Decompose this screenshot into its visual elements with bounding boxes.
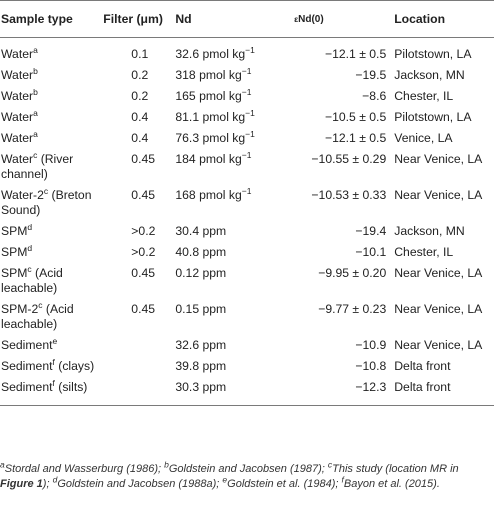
footnote-f: Bayon et al. (2015). — [343, 478, 440, 490]
cell-filter: 0.45 — [131, 266, 156, 280]
sample-type-tail: (clays) — [54, 359, 95, 373]
cell-filter: >0.2 — [131, 245, 156, 259]
sample-type-line2: leachable) — [1, 281, 58, 295]
sample-type-line2: Sound) — [1, 203, 41, 217]
cell-epsilon: −12.1 ± 0.5 — [324, 131, 387, 145]
footnote — [0, 459, 492, 492]
cell-location: Venice, LA — [394, 131, 453, 145]
footnote-c-end: ); — [42, 478, 53, 490]
cell-nd — [175, 221, 262, 242]
cell-sample-type — [0, 299, 103, 335]
cell-nd — [175, 107, 262, 128]
epsilon-label: Nd(0) — [298, 14, 324, 25]
cell-epsilon: −19.4 — [355, 224, 387, 238]
footnote-marker-b: b — [164, 459, 169, 470]
figure-link[interactable]: Figure 1 — [0, 478, 43, 490]
sample-type-text: Water — [1, 131, 34, 145]
cell-sample-type — [0, 377, 103, 406]
cell-sample-type — [0, 38, 103, 66]
cell-location: Near Venice, LA — [394, 152, 483, 166]
cell-sample-type — [0, 107, 103, 128]
table-row — [0, 356, 494, 377]
cell-epsilon: −8.6 — [362, 89, 387, 103]
table-row — [0, 38, 494, 66]
table-row — [0, 221, 494, 242]
cell-nd — [175, 86, 262, 107]
cell-filter: 0.2 — [131, 68, 149, 82]
cell-location: Jackson, MN — [394, 224, 465, 238]
sample-type-sup: b — [33, 65, 38, 76]
sample-type-text: SPM — [1, 245, 28, 259]
table-body — [0, 38, 494, 406]
header-nd: Nd — [175, 1, 262, 38]
header-location: Location — [394, 1, 494, 38]
cell-sample-type — [0, 221, 103, 242]
table-row — [0, 335, 494, 356]
cell-filter: >0.2 — [131, 224, 156, 238]
cell-location: Near Venice, LA — [394, 266, 483, 280]
cell-sample-type — [0, 185, 103, 221]
header-row — [0, 1, 494, 38]
nd-value: 30.3 ppm — [175, 380, 227, 394]
cell-location: Delta front — [394, 359, 451, 373]
nd-unit-sup: −1 — [241, 185, 252, 196]
nd-unit-sup: −1 — [245, 44, 255, 55]
sample-type-text: SPM — [1, 266, 28, 280]
cell-sample-type — [0, 149, 103, 185]
cell-epsilon: −10.55 ± 0.29 — [311, 152, 387, 166]
cell-sample-type — [0, 335, 103, 356]
cell-epsilon: −9.95 ± 0.20 — [318, 266, 387, 280]
sample-type-sup: f — [52, 356, 55, 367]
table-row — [0, 377, 494, 406]
footnote-e: Goldstein et al. (1984); — [227, 478, 342, 490]
table-row — [0, 149, 494, 185]
cell-epsilon: −9.77 ± 0.23 — [318, 302, 387, 316]
cell-filter: 0.45 — [131, 152, 156, 166]
table-row — [0, 299, 494, 335]
cell-epsilon: −12.1 ± 0.5 — [324, 47, 387, 61]
cell-location: Near Venice, LA — [394, 188, 483, 202]
cell-epsilon: −10.5 ± 0.5 — [324, 110, 387, 124]
table-row — [0, 185, 494, 221]
sample-type-sup: c — [43, 185, 49, 196]
sample-type-sup: c — [38, 299, 43, 310]
sample-type-line2: leachable) — [1, 317, 58, 331]
nd-unit-sup: −1 — [241, 149, 252, 160]
sample-type-sup: e — [52, 335, 58, 346]
table-row — [0, 65, 494, 86]
sample-type-sup: c — [27, 263, 32, 274]
nd-unit-sup: −1 — [245, 128, 255, 139]
sample-type-text: SPM-2 — [1, 302, 39, 316]
sample-type-text: Sediment — [1, 338, 53, 352]
footnote-a: Stordal and Wasserburg (1986); — [4, 463, 165, 475]
cell-nd — [175, 149, 262, 185]
cell-nd — [175, 38, 262, 66]
cell-sample-type — [0, 128, 103, 149]
footnote-marker-c: c — [327, 459, 333, 470]
cell-nd — [175, 185, 262, 221]
cell-location: Near Venice, LA — [394, 338, 483, 352]
cell-nd — [175, 335, 262, 356]
nd-value: 0.12 ppm — [175, 266, 227, 280]
cell-filter: 0.4 — [131, 110, 149, 124]
nd-unit-sup: −1 — [241, 65, 252, 76]
nd-value: 318 pmol kg — [175, 68, 242, 82]
nd-value: 30.4 ppm — [175, 224, 227, 238]
nd-value: 81.1 pmol kg — [175, 110, 246, 124]
cell-location: Pilotstown, LA — [394, 110, 472, 124]
header-sample-type: Sample type — [0, 1, 103, 38]
nd-value: 40.8 ppm — [175, 245, 227, 259]
cell-location: Delta front — [394, 377, 494, 406]
nd-unit-sup: −1 — [241, 86, 252, 97]
cell-location: Jackson, MN — [394, 68, 465, 82]
table-row — [0, 242, 494, 263]
table-row — [0, 263, 494, 299]
cell-location: Near Venice, LA — [394, 302, 483, 316]
sample-type-sup: a — [33, 128, 38, 139]
footnote-b: Goldstein and Jacobsen (1987); — [168, 463, 328, 475]
cell-filter: 0.2 — [131, 89, 149, 103]
sample-type-sup: a — [33, 44, 38, 55]
cell-filter: 0.1 — [131, 47, 149, 61]
sample-type-sup: f — [52, 377, 55, 388]
sample-type-sup: d — [27, 221, 33, 232]
nd-value: 165 pmol kg — [175, 89, 242, 103]
cell-nd — [175, 356, 262, 377]
cell-nd — [175, 65, 262, 86]
sample-type-text: Water — [1, 47, 34, 61]
footnote-marker-d: d — [52, 474, 58, 485]
nd-value: 184 pmol kg — [175, 152, 242, 166]
cell-location: Pilotstown, LA — [394, 47, 472, 61]
header-filter: Filter (μm) — [103, 1, 175, 38]
sample-type-text: Sediment — [1, 359, 53, 373]
sample-type-text: Water — [1, 68, 34, 82]
cell-location: Chester, IL — [394, 245, 454, 259]
cell-filter: 0.4 — [131, 131, 149, 145]
sample-type-sup: c — [33, 149, 38, 160]
sample-type-text: Water — [1, 110, 34, 124]
cell-nd — [175, 299, 262, 335]
cell-filter — [103, 335, 175, 356]
nd-value: 0.15 ppm — [175, 302, 227, 316]
sample-type-tail: (Breton — [48, 188, 92, 202]
sample-type-text: Sediment — [1, 380, 53, 394]
sample-type-line2: channel) — [1, 167, 48, 181]
epsilon-symbol: ε — [294, 14, 299, 24]
cell-epsilon: −10.53 ± 0.33 — [311, 188, 387, 202]
table-row — [0, 128, 494, 149]
cell-nd — [175, 377, 262, 406]
cell-filter: 0.45 — [131, 188, 156, 202]
table-row — [0, 107, 494, 128]
cell-epsilon: −10.8 — [355, 359, 387, 373]
sample-type-sup: a — [33, 107, 38, 118]
footnote-marker-e: e — [222, 474, 228, 485]
sample-type-tail: (River — [37, 152, 74, 166]
cell-location: Chester, IL — [394, 89, 454, 103]
footnote-marker-f: f — [341, 474, 344, 485]
sample-type-tail: (Acid — [31, 266, 63, 280]
sample-type-tail: (silts) — [54, 380, 88, 394]
footnote-c: This study (location MR in — [332, 463, 459, 475]
sample-type-sup: b — [33, 86, 38, 97]
nd-value: 76.3 pmol kg — [175, 131, 246, 145]
nd-value: 32.6 ppm — [175, 338, 227, 352]
sample-type-text: Water-2 — [1, 188, 44, 202]
cell-sample-type — [0, 86, 103, 107]
nd-unit-sup: −1 — [245, 107, 255, 118]
cell-sample-type — [0, 65, 103, 86]
cell-sample-type — [0, 263, 103, 299]
footnote-marker-a: a — [0, 459, 5, 470]
cell-filter: 0.45 — [131, 302, 156, 316]
sample-type-text: SPM — [1, 224, 28, 238]
nd-value: 39.8 ppm — [175, 359, 227, 373]
sample-type-text: Water — [1, 89, 34, 103]
cell-sample-type — [0, 356, 103, 377]
sample-type-tail: (Acid — [42, 302, 74, 316]
cell-nd — [175, 128, 262, 149]
sample-type-text: Water — [1, 152, 34, 166]
sample-type-sup: d — [27, 242, 33, 253]
cell-epsilon: −19.5 — [355, 68, 387, 82]
cell-epsilon: −10.9 — [355, 338, 387, 352]
nd-value: 32.6 pmol kg — [175, 47, 246, 61]
header-epsilon — [262, 1, 394, 38]
cell-epsilon: −10.1 — [355, 245, 387, 259]
cell-epsilon: −12.3 — [262, 377, 394, 406]
cell-filter — [103, 377, 175, 406]
cell-filter — [103, 356, 175, 377]
cell-sample-type — [0, 242, 103, 263]
table-row — [0, 86, 494, 107]
footnote-d: Goldstein and Jacobsen (1988a); — [57, 478, 223, 490]
nd-value: 168 pmol kg — [175, 188, 242, 202]
cell-nd — [175, 263, 262, 299]
cell-nd — [175, 242, 262, 263]
